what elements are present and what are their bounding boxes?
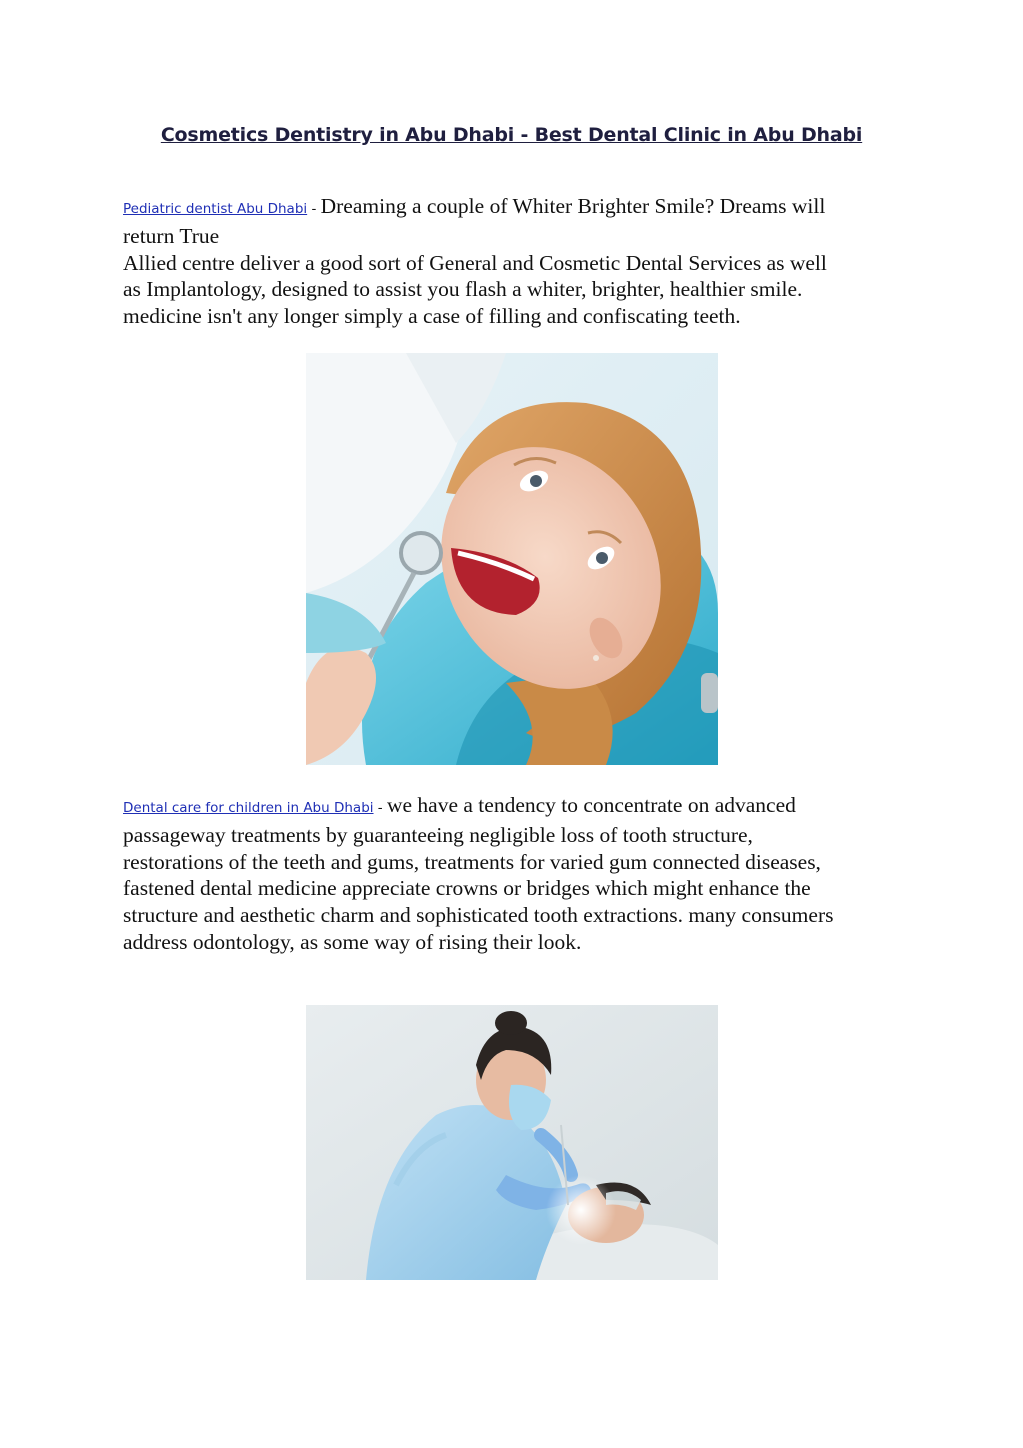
dentist-treatment-photo-illustration bbox=[306, 1005, 718, 1280]
services-line-5: structure and aesthetic charm and sophisticated tooth extractions. many consumers bbox=[123, 903, 834, 928]
intro-line-1: Dreaming a couple of Whiter Brighter Smile? Dreams will bbox=[320, 194, 826, 218]
link-separator: - bbox=[307, 201, 321, 217]
intro-line-5: medicine isn't any longer simply a case of filling and confiscating teeth. bbox=[123, 304, 741, 329]
intro-line-3: Allied centre deliver a good sort of General and Cosmetic Dental Services as well bbox=[123, 250, 827, 275]
page-title: Cosmetics Dentistry in Abu Dhabi - Best Dental Clinic in Abu Dhabi bbox=[160, 124, 863, 146]
services-line-4: fastened dental medicine appreciate crowns or bridges which might enhance the bbox=[123, 876, 811, 901]
child-dental-photo-illustration bbox=[306, 353, 718, 765]
services-line-1: we have a tendency to concentrate on advanced bbox=[386, 793, 796, 817]
pediatric-dentist-link[interactable]: Pediatric dentist Abu Dhabi bbox=[123, 201, 308, 217]
link-separator: - bbox=[373, 800, 387, 816]
intro-paragraph bbox=[123, 193, 903, 330]
services-line-3: restorations of the teeth and gums, treatments for varied gum connected diseases, bbox=[123, 849, 821, 874]
services-line-2: passageway treatments by guaranteeing negligible loss of tooth structure, bbox=[123, 822, 753, 847]
children-dental-care-link[interactable]: Dental care for children in Abu Dhabi bbox=[123, 800, 374, 816]
intro-line-2: return True bbox=[123, 223, 220, 248]
services-paragraph bbox=[123, 792, 898, 956]
intro-line-4: as Implantology, designed to assist you flash a whiter, brighter, healthier smile. bbox=[123, 277, 803, 302]
services-line-6: address odontology, as some way of rising their look. bbox=[123, 929, 582, 954]
dentist-treatment-photo bbox=[306, 1005, 718, 1280]
child-dental-photo bbox=[306, 353, 718, 765]
